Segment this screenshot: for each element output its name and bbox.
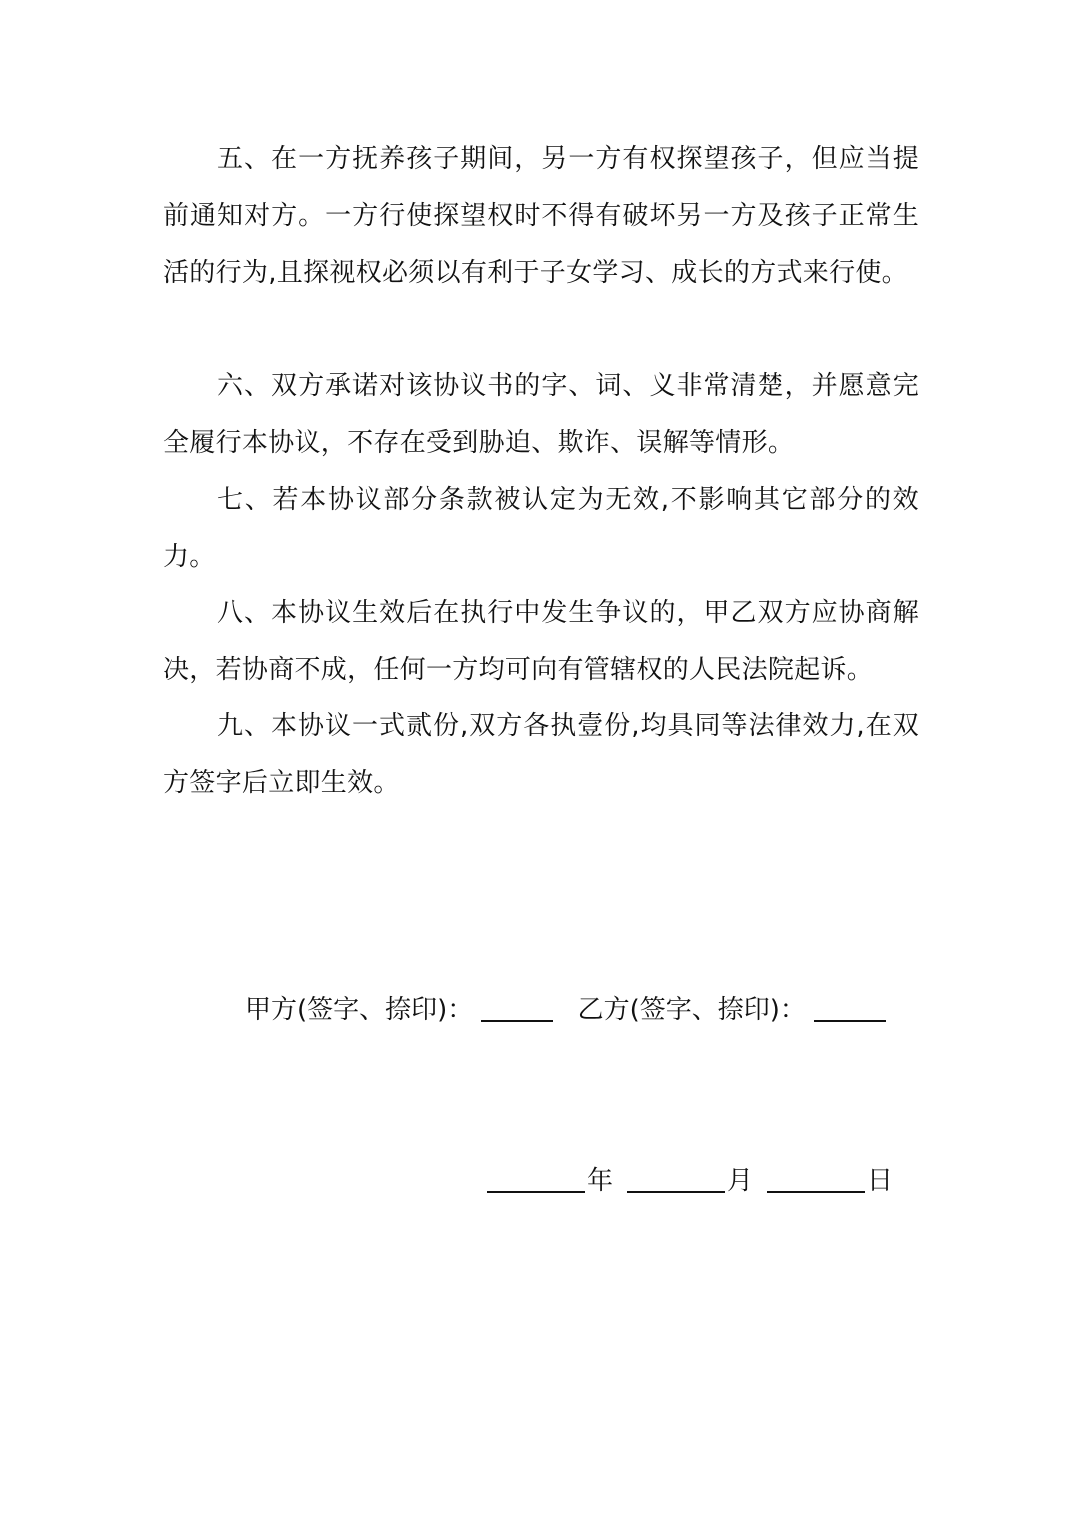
clause-8: 八、本协议生效后在执行中发生争议的，甲乙双方应协商解决，若协商不成，任何一方均可向有管辖权的人民法院起诉。 (163, 598, 919, 685)
party-b-signature (578, 995, 896, 1025)
signature-row (245, 986, 896, 1034)
day-blank (767, 1161, 865, 1193)
party-b-label: 乙方(签字、捺印)： (577, 995, 806, 1025)
clause-7: 七、若本协议部分条款被认定为无效,不影响其它部分的效力。 (163, 485, 919, 572)
party-a-signature-blank (481, 990, 553, 1022)
year-blank (487, 1161, 585, 1193)
year-label: 年 (587, 1166, 614, 1196)
month-label: 月 (727, 1166, 754, 1196)
party-a-signature (245, 995, 572, 1025)
party-a-label: 甲方(签字、捺印)： (245, 995, 474, 1025)
clause-6: 六、双方承诺对该协议书的字、词、义非常清楚，并愿意完全履行本协议，不存在受到胁迫、欺诈、误解等情形。 (163, 371, 919, 458)
party-b-signature-blank (814, 990, 886, 1022)
day-label: 日 (867, 1166, 894, 1196)
month-blank (627, 1161, 725, 1193)
clause-5: 五、在一方抚养孩子期间，另一方有权探望孩子，但应当提前通知对方。一方行使探望权时不得有破坏另一方及孩子正常生活的行为,且探视权必须以有利于子女学习、成长的方式来行使。 (163, 144, 919, 288)
clause-9: 九、本协议一式贰份,双方各执壹份,均具同等法律效力,在双方签字后立即生效。 (163, 711, 919, 798)
date-row (487, 1157, 893, 1205)
